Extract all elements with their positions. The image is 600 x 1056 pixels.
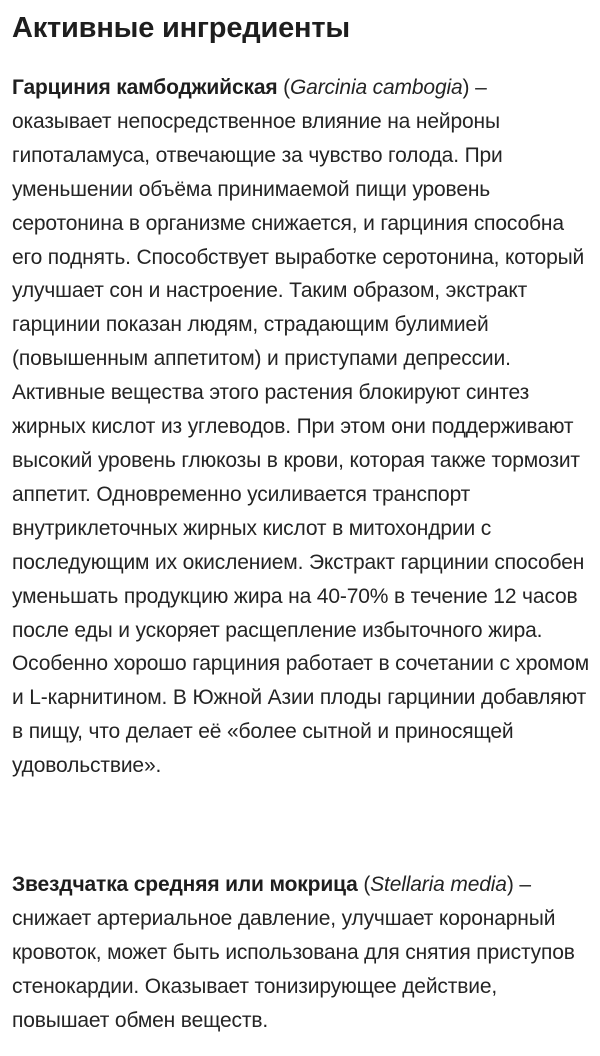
ingredient-description: – снижает артериальное давление, улучшает коронарный кровоток, может быть использована для снятия приступов стенокардии. Оказывает тонизирующее действие, повышает обмен веществ. <box>12 873 575 1032</box>
ingredient-latin-name: Garcinia cambogia <box>290 76 463 99</box>
ingredient-name: Гарциния камбоджийская <box>12 76 278 99</box>
paren-open: ( <box>277 76 290 99</box>
paren-close: ) <box>462 76 470 99</box>
section-heading: Активные ингредиенты <box>12 12 350 44</box>
ingredient-paragraph-garcinia <box>12 71 590 783</box>
paren-open: ( <box>357 873 371 896</box>
ingredient-latin-name: Stellaria media <box>370 873 507 896</box>
article <box>12 0 590 1032</box>
ingredient-paragraph-stellaria <box>12 868 590 1038</box>
paren-close: ) <box>506 873 514 896</box>
ingredient-name: Звездчатка средняя или мокрица <box>12 873 358 896</box>
ingredient-description: – оказывает непосредственное влияние на нейроны гипоталамуса, отвечающие за чувство голода. При уменьшении объёма принимаемой пищи уровень серотонина в организме снижается, и гарциния способна его поднять. Способствует выработке серотонина, который улучшает сон и настроение. Таким образом, экстракт гарцинии показан людям, страдающим булимией (повышенным аппетитом) и приступами депрессии. Активные вещества этого растения блокируют синтез жирных кислот из углеводов. При этом они поддерживают высокий уровень глюкозы в крови, которая также тормозит аппетит. Одновременно усиливается транспорт внутриклеточных жирных кислот в митохондрии с последующим их окислением. Экстракт гарцинии способен уменьшать продукцию жира на 40-70% в течение 12 часов после еды и ускоряет расщепление избыточного жира. Особенно хорошо гарциния работает в сочетании с хромом и L-карнитином. В Южной Азии плоды гарцинии добавляют в пищу, что делает её «более сытной и приносящей удовольствие». <box>12 76 590 778</box>
